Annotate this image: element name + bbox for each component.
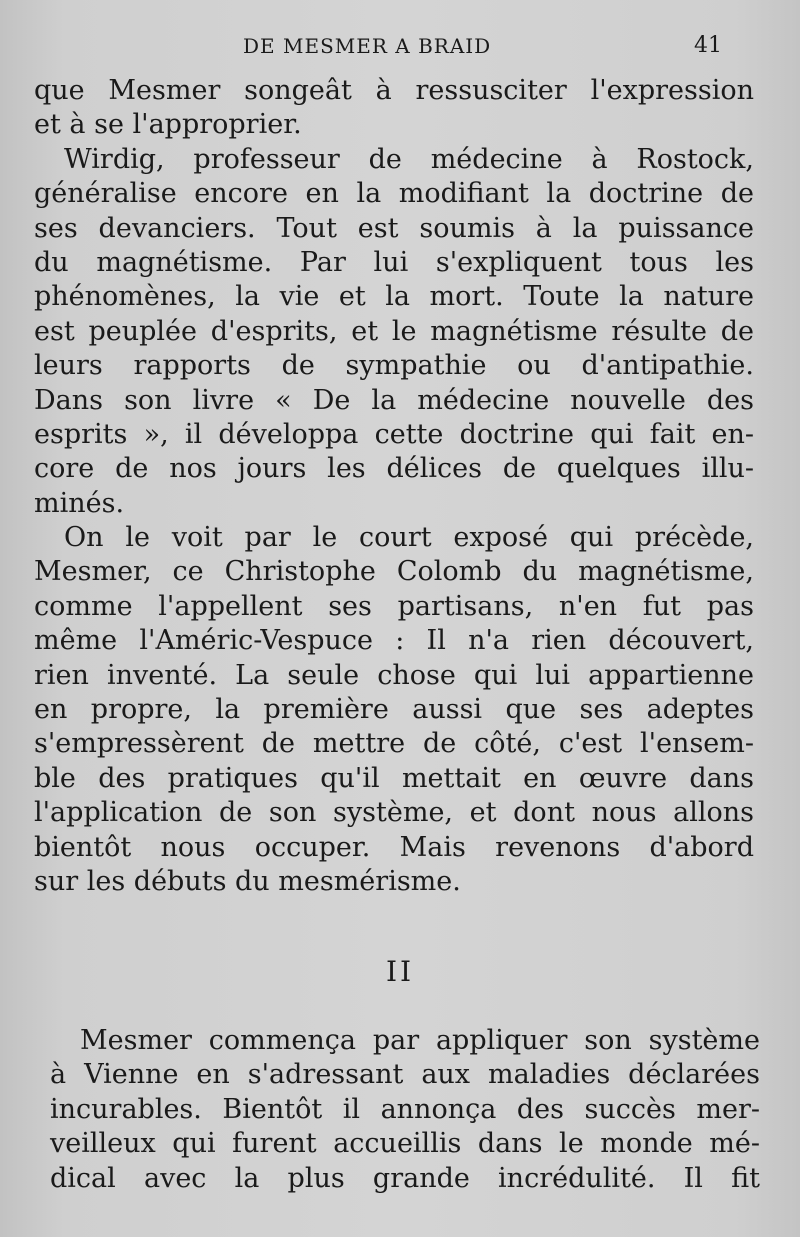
running-head: DE MESMER A BRAID: [243, 34, 492, 58]
text-line: l'application de son système, et dont nous allons: [34, 797, 754, 829]
text-line: du magnétisme. Par lui s'expliquent tous les: [34, 246, 754, 278]
text-line: comme l'appellent ses partisans, n'en fut pas: [34, 590, 754, 622]
paragraph: [34, 521, 754, 899]
section-heading: II: [385, 955, 415, 988]
text-line: en propre, la première aussi que ses adeptes: [34, 694, 754, 726]
text-line: généralise encore en la modifiant la doctrine de: [34, 178, 754, 210]
text-line: esprits », il développa cette doctrine qui fait en-: [34, 418, 754, 450]
text-line: dical avec la plus grande incrédulité. Il fit: [50, 1162, 760, 1194]
text-line: que Mesmer songeât à ressusciter l'expression: [34, 75, 754, 106]
text-line: s'empressèrent de mettre de côté, c'est l'ensem-: [34, 728, 754, 760]
text-line: Wirdig, professeur de médecine à Rostock,: [64, 143, 754, 175]
text-line: Dans son livre « De la médecine nouvelle des: [34, 384, 754, 416]
text-line: Mesmer commença par appliquer son système: [80, 1025, 760, 1056]
text-line: ses devanciers. Tout est soumis à la puissance: [34, 212, 754, 244]
section-text: [50, 1024, 760, 1196]
text-line: bientôt nous occuper. Mais revenons d'abord: [34, 831, 754, 863]
text-line: à Vienne en s'adressant aux maladies déclarées: [50, 1059, 760, 1091]
text-line: leurs rapports de sympathie ou d'antipathie.: [34, 350, 754, 382]
text-line: phénomènes, la vie et la mort. Toute la nature: [34, 281, 754, 313]
page-header: [0, 32, 800, 60]
text-line: même l'Améric-Vespuce : Il n'a rien découvert,: [34, 625, 754, 657]
text-line: veilleux qui furent accueillis dans le monde mé-: [50, 1128, 760, 1160]
text-line: On le voit par le court exposé qui précède,: [64, 522, 754, 554]
page-number: 41: [694, 33, 722, 58]
paragraph: [34, 143, 754, 521]
text-line: incurables. Bientôt il annonça des succès mer-: [50, 1093, 760, 1125]
text-line: minés.: [34, 487, 125, 519]
paragraph: [50, 1024, 760, 1196]
text-line: et à se l'approprier.: [34, 109, 302, 141]
paragraph: [34, 74, 754, 143]
text-line: sur les débuts du mesmérisme.: [34, 865, 461, 897]
body-text: [34, 74, 754, 899]
text-line: core de nos jours les délices de quelques illu-: [34, 453, 754, 485]
text-line: Mesmer, ce Christophe Colomb du magnétisme,: [34, 556, 754, 588]
text-line: ble des pratiques qu'il mettait en œuvre dans: [34, 762, 754, 794]
text-line: est peuplée d'esprits, et le magnétisme résulte de: [34, 315, 754, 347]
text-line: rien inventé. La seule chose qui lui appartienne: [34, 659, 754, 691]
